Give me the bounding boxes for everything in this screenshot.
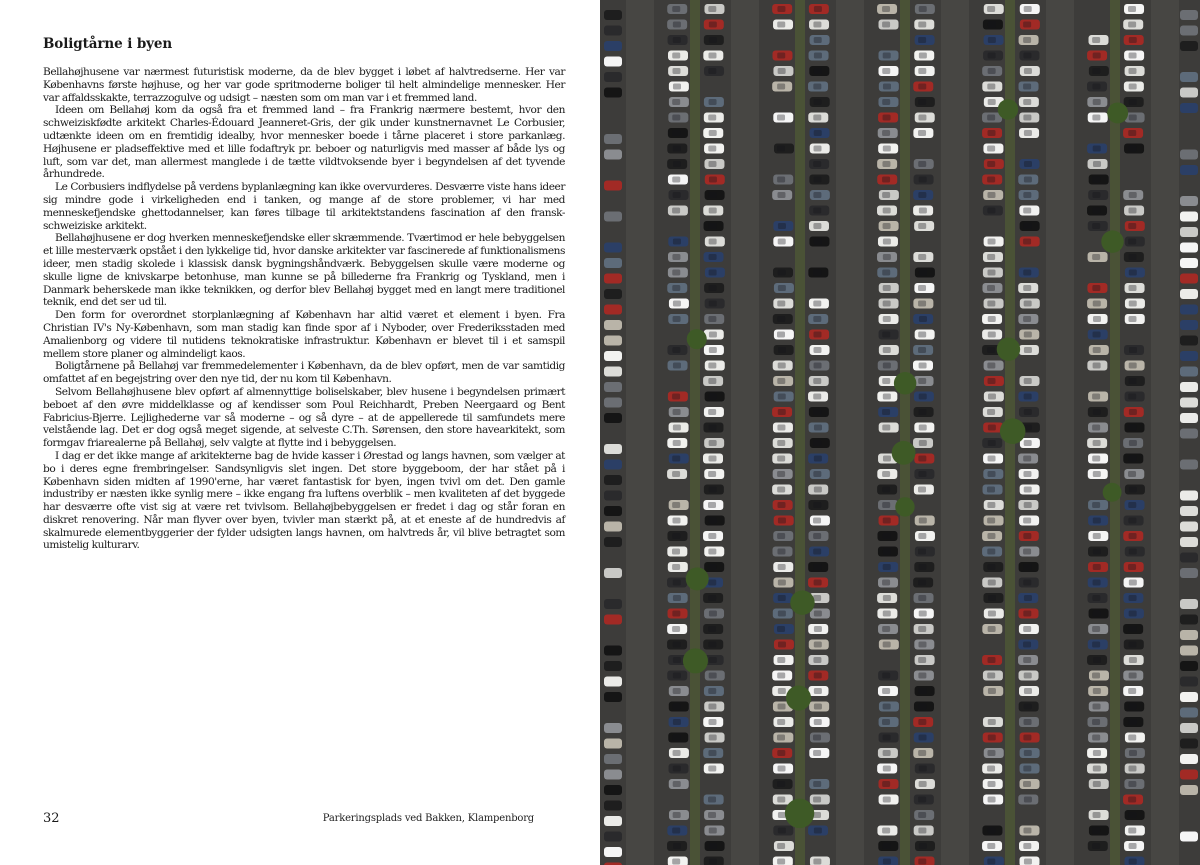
paragraph: I dag er det ikke mange af arkitekterne bag de hvide kasser i Ørestad og langs havnen, som vælger at bo i deres egne frembringelser. Sandsynligvis slet ingen. Det store byggeboom, der har stået på i København siden midten af 1990'erne, har været fantastisk for byen, ingen tvivl om det. Den gamle industriby er næsten ikke synlig mere – ikke engang fra luftens overblik – men kvaliteten af det byggede har desværre ofte vist sig at være ret tvivlsom. Bellahøjbebyggelsen er fredet i dag og står foran en diskret renovering. Når man flyver over byen, tvivler man stærkt på, at et eneste af de hundredvis af skalmurede elementbyggerier der fylder udsigten langs havnen, om halvtreds år, vil blive betragtet som umistelig kulturarv. <box>43 449 565 552</box>
paragraph: Selvom Bellahøjhusene blev opført af almennyttige boliselskaber, blev husene i begyndelsen primært beboet af den øvre middelklasse og af kendisser som Poul Reichhardt, Preben Neergaard og Bent Fabricius-Bjerre. Lejlighederne var så moderne – og så dyre – at de appellerede til samfundets mere velstående lag. Det er dog også meget sigende, at selveste C.Th. Sørensen, den store havearkitekt, som formgav friarealerne på Bellahøj, selv valgte at flytte ind i bebyggelsen. <box>43 385 565 450</box>
paragraph: Bellahøjhusene er dog hverken menneskefjendske eller skræmmende. Tværtimod er hele bebyggelsen et lille mesterværk opstået i den lykkelige tid, hvor danske arkitekter var fascinerede af funktionalismens ideer, men stadig skolede i klassisk dansk bygningshåndværk. Bebyggelsen skulle være moderne og skulle ligne de knivskarpe betonhuse, man kunne se på billederne fra Frankrig og Tyskland, men i Danmark beherskede man ikke teknikken, og derfor blev Bellahøj bygget med en langt mere traditionel teknik, end det ser ud til. <box>43 232 565 309</box>
paragraph: Le Corbusiers indflydelse på verdens byplanlægning kan ikke overvurderes. Desværre viste hans ideer sig mindre gode i virkeligheden end i tanken, og mange af de store problemer, vi har med menneskefjendske ghettodannelser, kan føres tilbage til arkitektstandens fascination af den fransk-schweiziske arkitekt. <box>43 181 565 232</box>
paragraph: Ideen om Bellahøj kom da også fra et fremmed land – fra Frankrig nærmere bestemt, hvor den schweiziskfødte arkitekt Charles-Édouard Jeanneret-Gris, der gik under kunstnernavnet Le Corbusier, udtænkte ideen om en fremtidig idealby, hvor mennesker boede i tårne placeret i store parkanlæg. Højhusene er pladseffektive med et lille fodaftryk pr. beboer og naturligvis med masser af både lys og luft, som var det, man allermest manglede i de tætte vildtvoksende byer i begyndelsen af det tyvende århundrede. <box>43 104 565 181</box>
section-heading: Boligtårne i byen <box>43 36 173 52</box>
parking-lot-image <box>600 0 1200 865</box>
paragraph: Bellahøjhusene var nærmest futuristisk moderne, da de blev bygget i løbet af halvtredserne. Her var Københavns første højhuse, og her var gode spritmoderne boliger til helt almindelige mennesker. Her var affaldsskakte, terrazzogulve og udsigt – næsten som om man var i et fremmed land. <box>43 66 565 104</box>
paragraph: Boligtårnene på Bellahøj var fremmedelementer i København, da de blev opført, men de var samtidig omfattet af en begejstring over den nye tid, der nu kom til København. <box>43 360 565 386</box>
body-text <box>43 66 565 552</box>
paragraph: Den form for overordnet storplanlægning af København har altid været et element i byen. Fra Christian IV's Ny-København, som man stadig kan finde spor af i Nyboder, over Frederiksstaden med Amalienborg og videre til nutidens teknokratiske infrastruktur. København er blevet til i et samspil mellem store planer og almindeligt kaos. <box>43 309 565 360</box>
page-number: 32 <box>43 811 60 826</box>
aerial-parking-photo <box>600 0 1200 865</box>
photo-caption: Parkeringsplads ved Bakken, Klampenborg <box>322 813 534 824</box>
